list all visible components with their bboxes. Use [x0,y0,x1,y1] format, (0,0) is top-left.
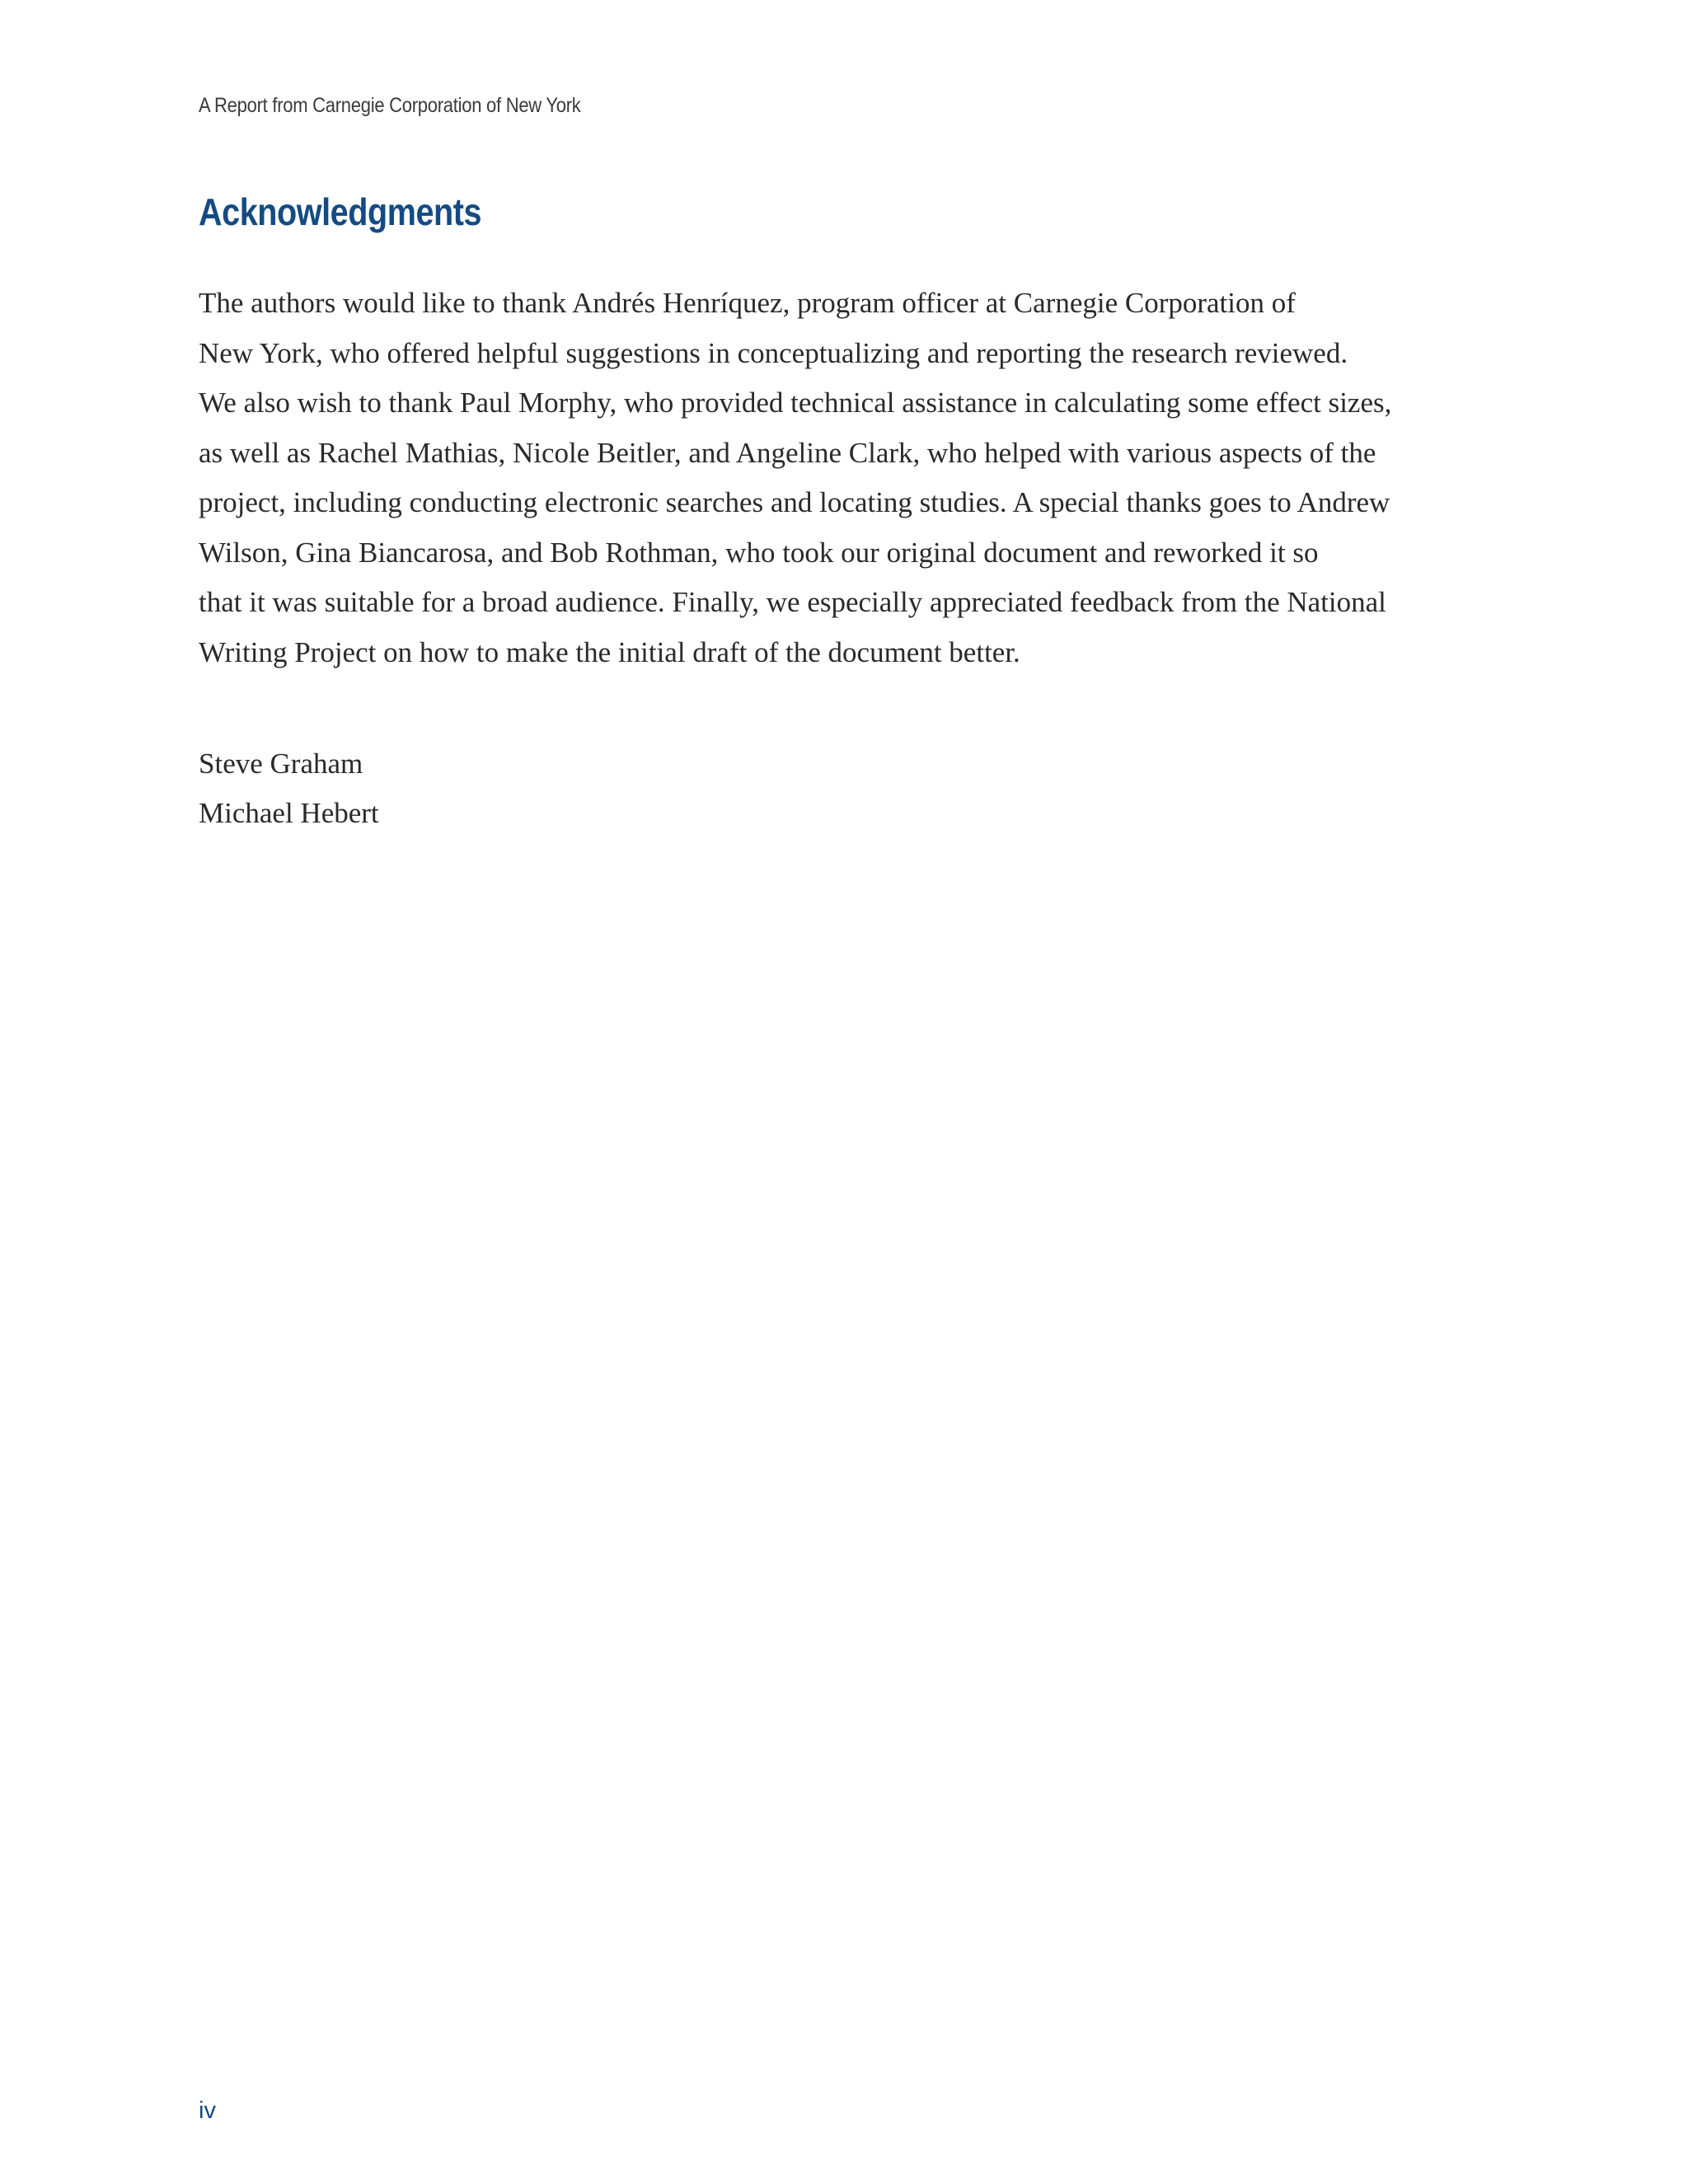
paragraph-line: New York, who offered helpful suggestions in conceptualizing and reporting the research reviewed. [199,336,1348,369]
paragraph-line: Writing Project on how to make the initial draft of the document better. [199,635,1020,668]
paragraph-line: as well as Rachel Mathias, Nicole Beitler, and Angeline Clark, who helped with various aspects of the [199,436,1376,469]
paragraph-line: project, including conducting electronic searches and locating studies. A special thanks goes to Andrew [199,486,1390,518]
author-signatures [199,739,379,838]
paragraph-line: The authors would like to thank Andrés Henríquez, program officer at Carnegie Corporation of [199,287,1296,319]
running-header: A Report from Carnegie Corporation of New York [199,94,581,117]
acknowledgments-paragraph [199,279,1435,677]
author-name: Michael Hebert [199,797,379,829]
paragraph-line: Wilson, Gina Biancarosa, and Bob Rothman, who took our original document and reworked it so [199,536,1319,569]
author-name: Steve Graham [199,748,363,780]
paragraph-line: We also wish to thank Paul Morphy, who provided technical assistance in calculating some effect sizes, [199,387,1392,419]
page-number: iv [199,2097,216,2124]
paragraph-line: that it was suitable for a broad audience. Finally, we especially appreciated feedback from the National [199,586,1386,618]
section-title: Acknowledgments [199,190,482,233]
